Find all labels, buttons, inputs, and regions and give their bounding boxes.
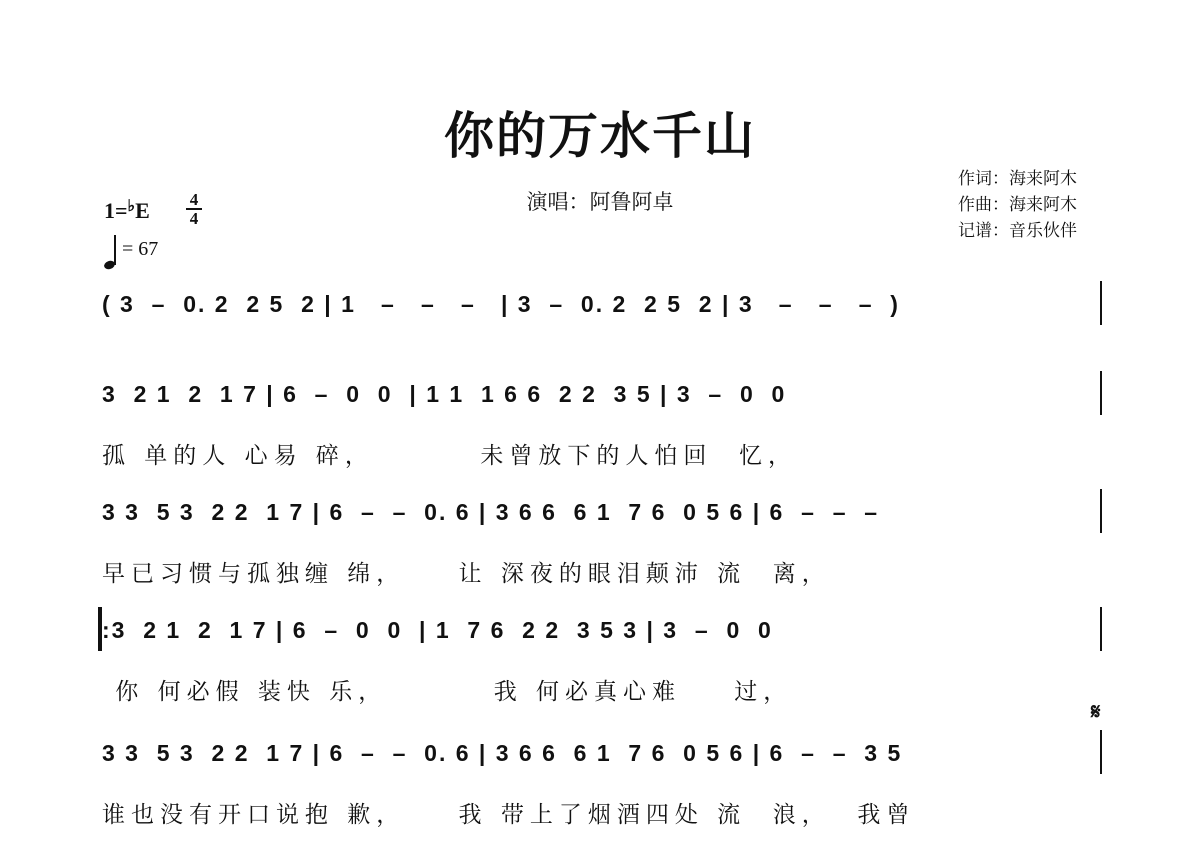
lyrics-line-4: 你 何必假 装快 乐， 我 何必真心难 过， xyxy=(102,679,793,705)
flat-symbol: ♭ xyxy=(127,198,136,215)
credits-block xyxy=(958,166,1077,244)
time-signature-top: 4 xyxy=(189,190,199,209)
key-signature xyxy=(104,198,150,224)
key-prefix: 1= xyxy=(104,198,128,223)
lyricist-credit: 作词：海来阿木 xyxy=(958,169,1077,189)
song-title: 你的万水千山 xyxy=(444,106,756,165)
notes-line-2: 3 2 1 2 1 7 | 6 – 0 0 | 1 1 1 6 6 2 2 3 5 | 3 – 0 0 xyxy=(102,381,787,407)
end-barline xyxy=(1100,489,1102,533)
notes-line-3: 3 3 5 3 2 2 1 7 | 6 – – 0. 6 | 3 6 6 6 1 7 6 0 5 6 | 6 – – – xyxy=(102,499,880,525)
quarter-note-icon xyxy=(104,233,117,269)
end-barline xyxy=(1100,371,1102,415)
lyrics-line-2: 孤 单的人 心易 碎， 未曾放下的人怕回 忆， xyxy=(102,443,798,469)
staff-line-2 xyxy=(102,381,1102,506)
end-barline xyxy=(1100,607,1102,651)
tempo-marking xyxy=(104,233,158,269)
transcriber-credit: 记谱：音乐伙伴 xyxy=(958,221,1077,241)
performer-line: 演唱：阿鲁阿卓 xyxy=(526,190,674,214)
notes-line-4: :3 2 1 2 1 7 | 6 – 0 0 | 1 7 6 2 2 3 5 3 | 3 – 0 0 xyxy=(102,617,773,643)
end-barline xyxy=(1100,730,1102,774)
time-signature-bottom: 4 xyxy=(189,209,199,228)
composer-credit: 作曲：海来阿木 xyxy=(958,195,1077,215)
key-letter: E xyxy=(135,198,150,223)
staff-line-5 xyxy=(102,740,1102,865)
segno-icon: 𝄋 xyxy=(1091,700,1101,725)
staff-line-3 xyxy=(102,499,1102,624)
staff-line-4 xyxy=(102,617,1102,742)
lyrics-line-5: 谁也没有开口说抱 歉， 我 带上了烟酒四处 流 浪， 我曾 xyxy=(102,802,916,828)
time-signature xyxy=(186,191,202,227)
end-barline xyxy=(1100,281,1102,325)
lyrics-line-3: 早已习惯与孤独缠 绵， 让 深夜的眼泪颠沛 流 离， xyxy=(102,561,831,587)
notes-line-5: 3 3 5 3 2 2 1 7 | 6 – – 0. 6 | 3 6 6 6 1 7 6 0 5 6 | 6 – – 3 5 xyxy=(102,740,903,766)
tempo-text: = 67 xyxy=(122,238,159,260)
notes-line-1: ( 3 – 0. 2 2 5 2 | 1 – – – | 3 – 0. 2 2 5 2 | 3 – – – ) xyxy=(102,291,900,317)
